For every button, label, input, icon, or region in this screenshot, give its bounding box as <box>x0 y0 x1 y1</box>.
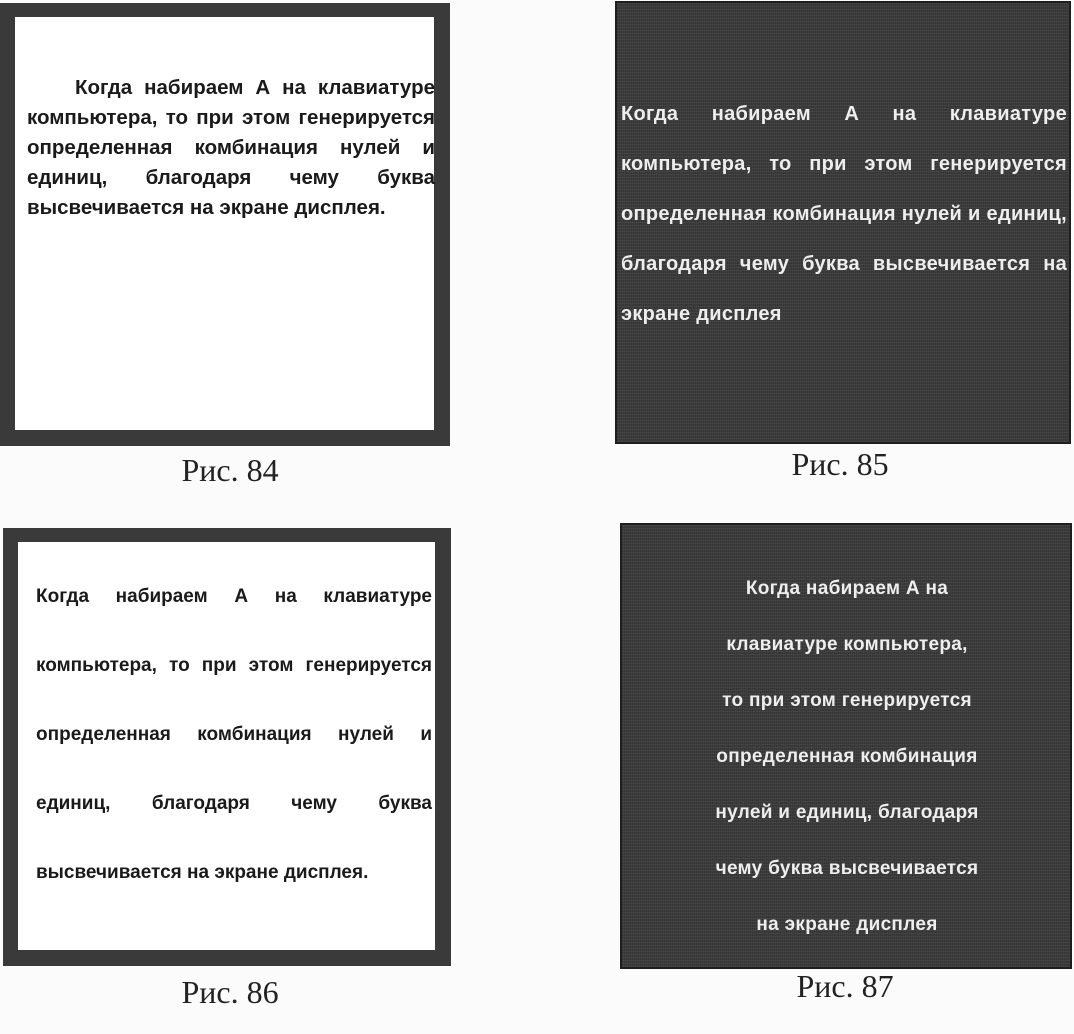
figure-87-line: на экране дисплея <box>756 914 938 935</box>
figure-87-text <box>662 561 1032 953</box>
figure-87-caption: Рис. 87 <box>796 968 894 1004</box>
figure-86-caption: Рис. 86 <box>181 974 279 1010</box>
figure-84-caption: Рис. 84 <box>181 452 279 488</box>
figure-87-line: клавиатуре компьютера, <box>726 634 968 655</box>
figure-85-caption: Рис. 85 <box>791 446 889 482</box>
figure-86-text: Когда набираем А на клавиатуре компьютера, то при этом генерируется определенная комбинация нулей и единиц, благодаря чему буква высвечивается на экране дисплея. <box>36 586 432 883</box>
figure-87-frame <box>620 523 1072 969</box>
figure-87-line: определенная комбинация <box>716 746 978 767</box>
figure-87-line: то при этом генерируется <box>722 690 972 711</box>
figure-87-line: нулей и единиц, благодаря <box>715 802 979 823</box>
figure-85-frame <box>615 1 1071 444</box>
figure-87-line: Когда набираем А на <box>745 578 949 599</box>
figure-84-frame <box>0 3 450 446</box>
figure-86-frame <box>3 528 451 966</box>
figure-85-text: Когда набираем А на клавиатуре компьютера, то при этом генерируется определенная комбинация нулей и единиц, благодаря чему буква высвечивается на экране дисплея <box>621 103 1067 325</box>
figure-87-line: чему буква высвечивается <box>715 858 979 879</box>
figure-84-text: Когда набираем А на клавиатуре компьютера, то при этом генерируется определенная комбинация нулей и единиц, благодаря чему буква высвечивается на экране дисплея. <box>27 76 435 219</box>
